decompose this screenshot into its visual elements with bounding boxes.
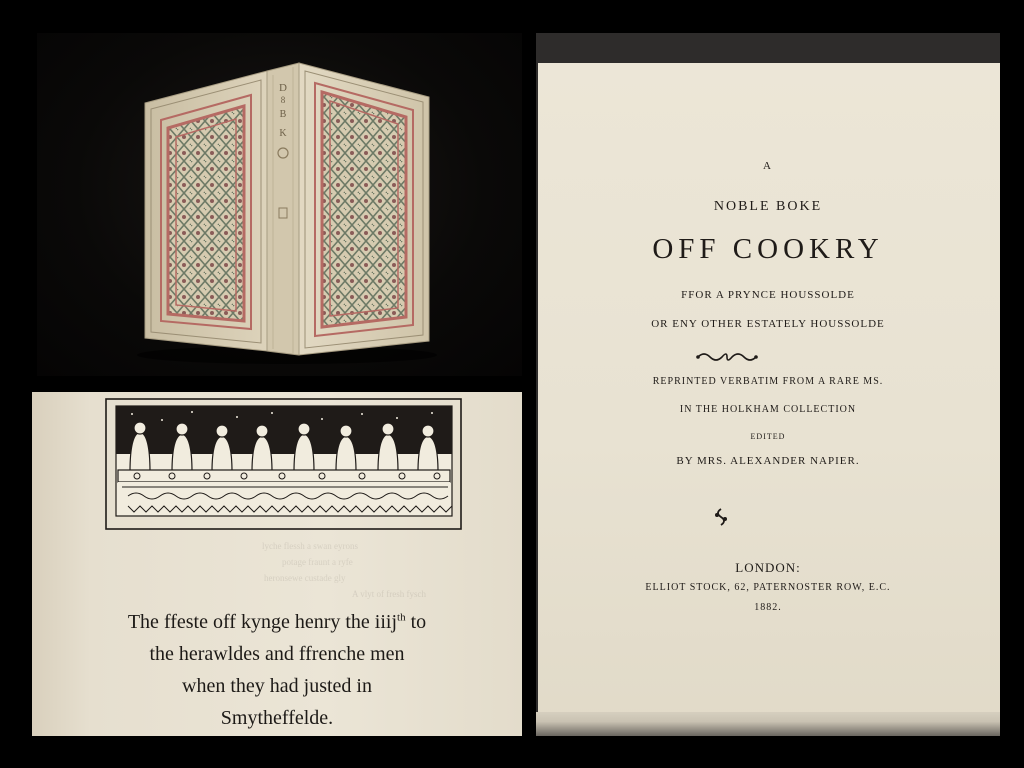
editor-line: BY MRS. ALEXANDER NAPIER. <box>676 455 860 467</box>
vellum-binding-illustration <box>37 33 522 376</box>
subtitle-line-2: OR ENY OTHER ESTATELY HOUSSOLDE <box>651 318 885 330</box>
book-spine <box>267 63 299 355</box>
illustration-caption <box>32 606 522 734</box>
reprinted-line: REPRINTED VERBATIM FROM A RARE MS. <box>652 376 884 387</box>
caption-line-3: when they had justed in <box>182 675 372 697</box>
page-edge <box>536 712 1000 736</box>
imprint-year: 1882. <box>754 602 782 613</box>
right-board <box>299 63 429 355</box>
svg-text:K: K <box>279 128 287 139</box>
book-main-title: OFF COOKRY <box>652 233 884 265</box>
edited-label: EDITED <box>750 432 786 441</box>
illustration-page: lyche flessh a swan eyrons potage fraunt a ryfe heronsewe custade gly A vlyt of fresh fysch The ffeste off kynge henry the iiij$^{th}$ to the herawldes and ffrenche men when they had justed in Smytheffelde. <box>32 392 522 736</box>
imprint-publisher: ELLIOT STOCK, 62, PATERNOSTER ROW, E.C. <box>645 582 891 593</box>
title-line-a: A <box>763 160 773 172</box>
woodcut-feast-illustration <box>32 392 522 592</box>
scroll-ornament-icon <box>696 351 758 363</box>
subtitle-line-1: FFOR A PRYNCE HOUSSOLDE <box>681 289 855 301</box>
caption-line-4: Smytheffelde. <box>220 707 334 729</box>
title-page-photo <box>536 33 1000 736</box>
title-line-noble-boke: NOBLE BOKE <box>713 199 823 214</box>
book-cover-photo <box>37 33 522 376</box>
collection-line: IN THE HOLKHAM COLLECTION <box>679 404 857 415</box>
svg-text:8: 8 <box>280 95 286 105</box>
fleuron-icon <box>711 507 731 529</box>
svg-text:B: B <box>279 109 287 120</box>
caption-line-1: The ffeste off kynge henry the iiij$^{th}$ to <box>127 611 427 633</box>
svg-text:D: D <box>279 82 287 94</box>
imprint-city: LONDON: <box>735 560 801 575</box>
left-board <box>145 71 267 351</box>
caption-line-2: the herawldes and ffrenche men <box>149 643 405 665</box>
